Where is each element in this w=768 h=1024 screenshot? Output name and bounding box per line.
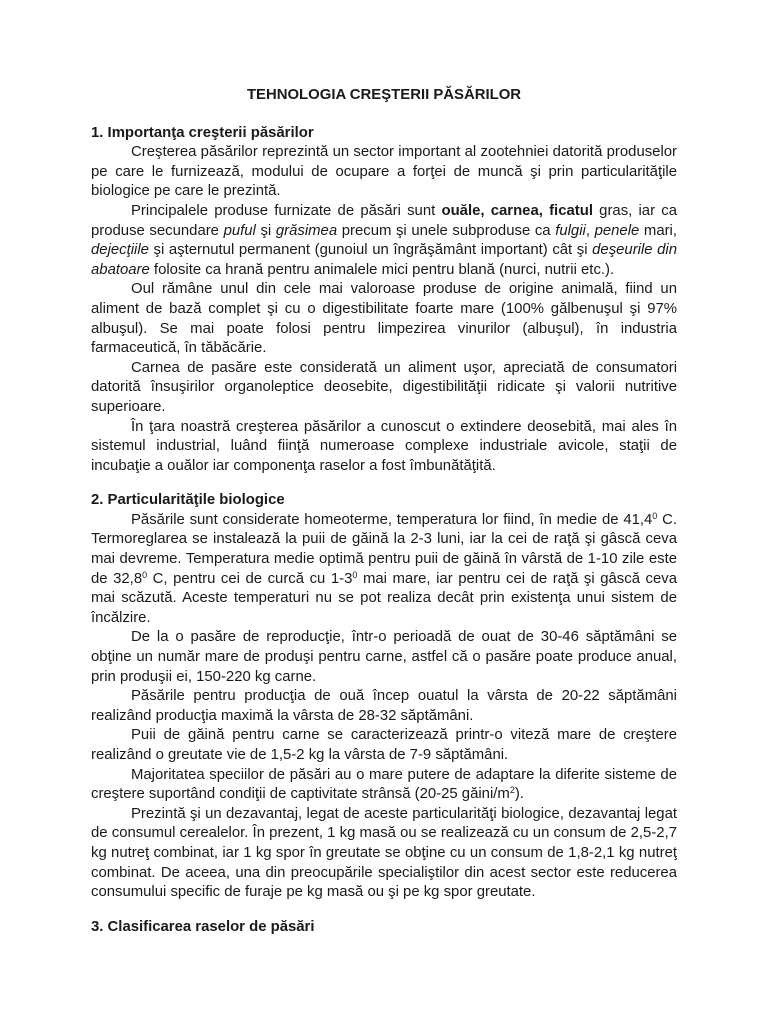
section-body — [91, 511, 677, 903]
text-run: gras, iar ca produse secundare — [91, 202, 677, 239]
paragraph — [91, 202, 677, 280]
document-title: TEHNOLOGIA CREŞTERII PĂSĂRILOR — [246, 87, 522, 103]
section-importance — [91, 124, 677, 477]
superscript: 0 — [142, 569, 148, 580]
text-run: Puii de găină pentru carne se caracterizează printr-o viteză mare de creştere realizând o greutate vie de 1,5-2 kg la vârsta de 7-9 săptămâni. — [91, 727, 677, 763]
paragraph — [91, 726, 677, 765]
paragraph — [91, 766, 677, 805]
text-run: Prezintă şi un dezavantaj, legat de aceste particularităţi biologice, dezavantaj legat de consumul cerealelor. În prezent, 1 kg masă ou se realizează cu un consum de 2,5-2,7 kg nutreţ combinat, iar 1 kg spor în greutate se obţine cu un consum de 1,8-2,1 kg nutreţ combinat. De aceea, una din preocupările specialiştilor din acest sector este reducerea consumului specific de furaje pe kg masă ou şi pe kg spor greutate. — [91, 805, 677, 901]
text-run: De la o pasăre de reproducţie, într-o perioadă de ouat de 30-46 săptămâni se obţine un număr mare de produşi pentru carne, astfel că o pasăre poate produce anual, prin produşii ei, 150-220 kg carne. — [91, 629, 677, 685]
section-breeds — [91, 918, 677, 938]
text-run: C. Termoreglarea se instalează la puii de găină la 2-3 luni, iar la cei de raţă şi gâscă ceva mai devreme. Temperatura medie optimă pentru puii de găină în vârstă de 1-10 zile este de 32,8 — [91, 511, 677, 587]
paragraph — [91, 511, 677, 629]
text-run: ouăle, carnea, ficatul — [441, 202, 593, 219]
text-run: deşeurile din abatoare — [91, 242, 678, 278]
paragraph — [91, 628, 677, 687]
paragraph — [91, 805, 677, 903]
paragraph — [91, 359, 677, 418]
superscript: 0 — [652, 510, 658, 521]
text-run: şi aşternutul permanent (gunoiul un îngrăşământ important) cât şi — [148, 242, 593, 259]
section-heading: 1. Importanţa creşterii păsărilor — [91, 124, 314, 141]
document-page — [91, 86, 677, 937]
text-run: Creşterea păsărilor reprezintă un sector important al zootehniei datorită produselor pe care le furnizează, modului de ocupare a forţei de muncă şi prin particularităţile biologice pe care le prezintă. — [91, 144, 677, 200]
text-run: Principalele produse furnizate de păsări sunt — [131, 202, 442, 219]
section-body — [91, 143, 677, 476]
text-run: Carnea de pasăre este considerată un aliment uşor, apreciată de consumatori datorită însuşirilor organoleptice deosebite, digestibilităţii ridicate şi valorii nutritive superioare. — [91, 359, 677, 415]
text-run: mari, — [639, 222, 678, 239]
text-run: ). — [514, 786, 524, 803]
text-run: mai mare, iar pentru cei de raţă şi gâscă ceva mai scăzută. Aceste temperaturi nu se pot realiza decât prin existenţa unui sistem de încălzire. — [91, 570, 677, 626]
text-run: , — [585, 222, 595, 239]
text-run: precum şi unele subproduse ca — [337, 222, 556, 239]
paragraph — [91, 280, 677, 358]
text-run: Păsările sunt considerate homeoterme, temperatura lor fiind, în medie de 41,4 — [131, 511, 653, 528]
text-run: dejecţiile — [91, 242, 149, 259]
text-run: penele — [594, 222, 640, 239]
section-heading: 3. Clasificarea raselor de păsări — [91, 918, 315, 935]
superscript: 2 — [509, 785, 515, 796]
paragraph — [91, 687, 677, 726]
text-run: Păsările pentru producţia de ouă încep ouatul la vârsta de 20-22 săptămâni realizând producţia maximă la vârsta de 28-32 săptămâni. — [91, 688, 677, 724]
text-run: puful — [223, 222, 256, 239]
text-run: şi — [255, 222, 276, 239]
text-run: Majoritatea speciilor de păsări au o mare putere de adaptare la diferite sisteme de creştere suportând condiţii de captivitate strânsă (20-25 găini/m — [91, 766, 677, 803]
section-heading: 2. Particularităţile biologice — [91, 492, 285, 509]
text-run: fulgii — [555, 222, 586, 239]
text-run: În ţara noastră creşterea păsărilor a cunoscut o extindere deosebită, mai ales în sistemul industrial, luând fiinţă numeroase complexe industriale avicole, staţii de incubaţie a ouălor iar componenţa raselor a fost îmbunătăţită. — [91, 418, 677, 474]
paragraph — [91, 418, 677, 477]
section-biology — [91, 491, 677, 902]
text-run: folosite ca hrană pentru animalele mici pentru blană (nurci, nutrii etc.). — [149, 261, 615, 278]
superscript: 0 — [352, 569, 358, 580]
paragraph — [91, 143, 677, 202]
text-run: Oul rămâne unul din cele mai valoroase produse de origine animală, fiind un aliment de bază complet şi cu o digestibilitate foarte mare (100% gălbenuşul şi 97% albuşul). Se mai poate folosi pentru limpezirea vinurilor (albuşul), în industria farmaceutică, în tăbăcărie. — [91, 281, 677, 357]
text-run: C, pentru cei de curcă cu 1-3 — [147, 570, 353, 587]
text-run: grăsimea — [275, 222, 338, 239]
